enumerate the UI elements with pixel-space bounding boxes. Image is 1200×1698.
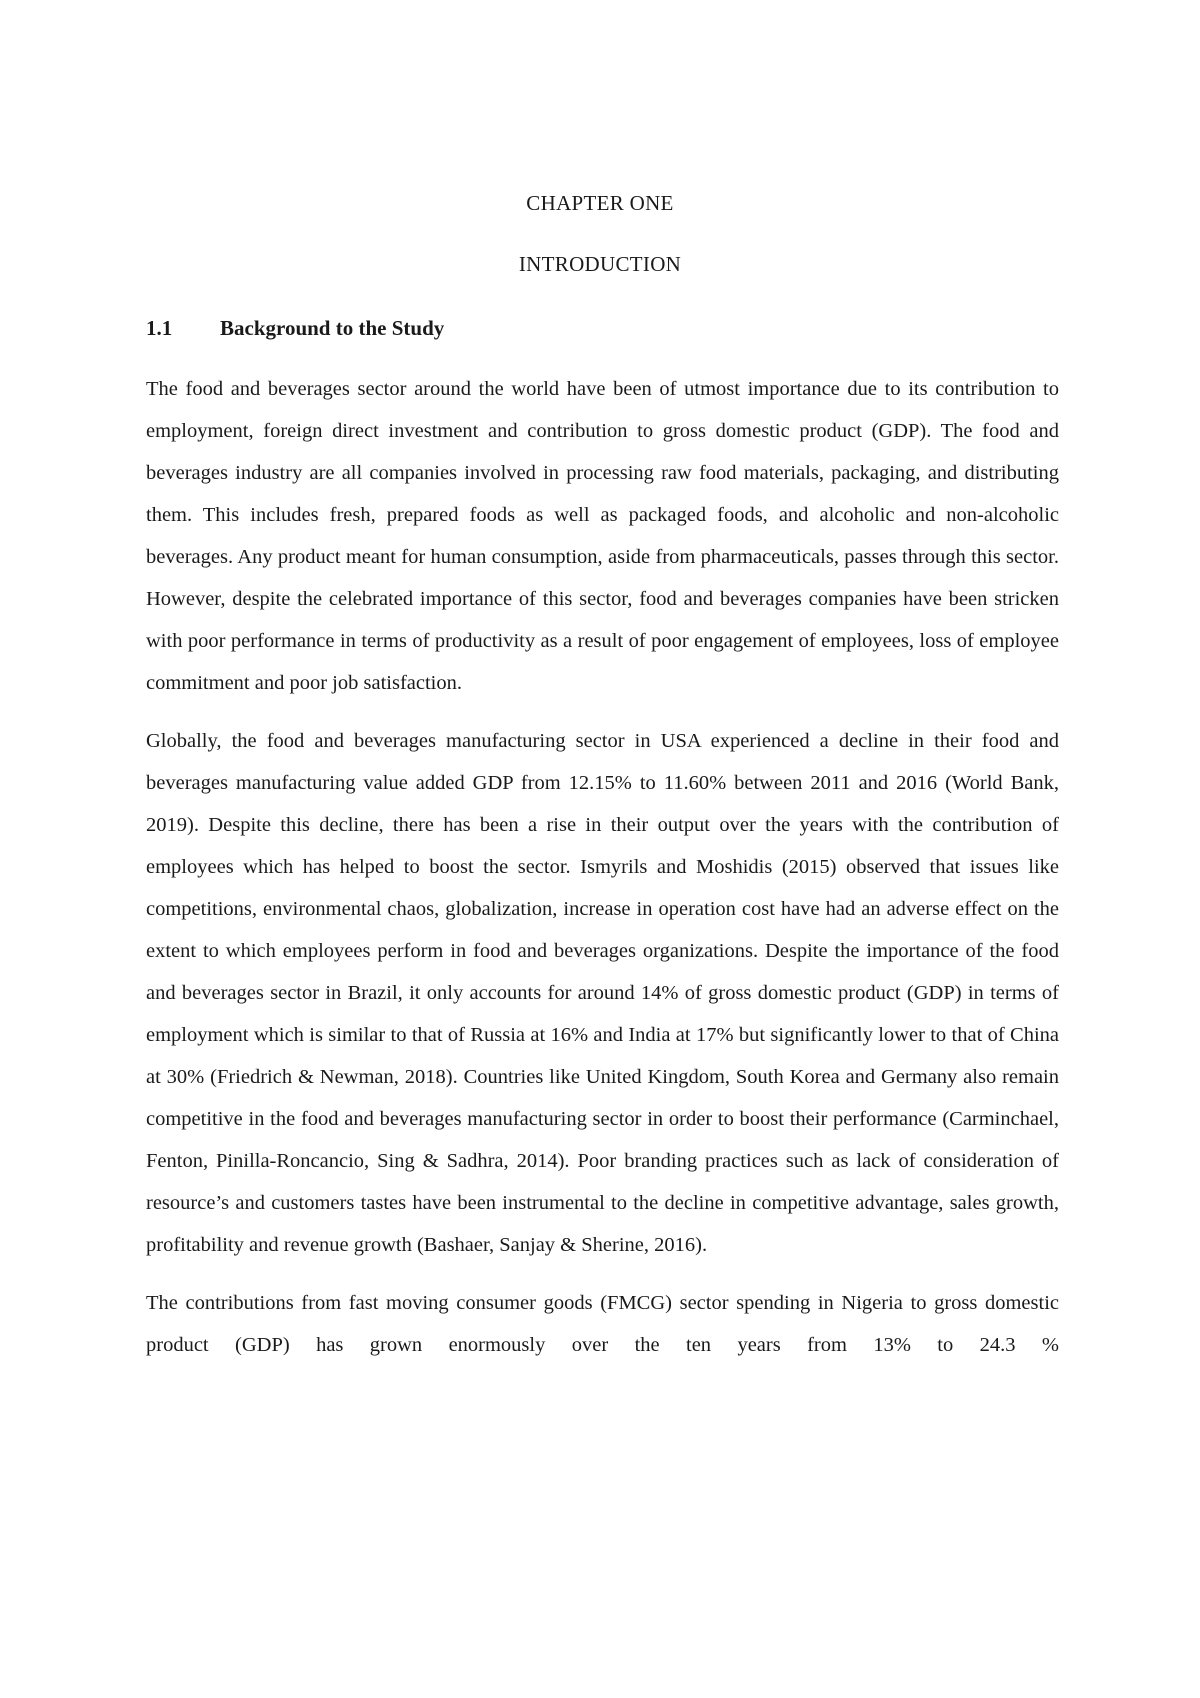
section-number: 1.1 (146, 316, 173, 340)
paragraph: Globally, the food and beverages manufacturing sector in USA experienced a decline in their food and beverages manufacturing value added GDP from 12.15% to 11.60% between 2011 and 2016 (World Bank, 2019). Despite this decline, there has been a rise in their output over the years with the contribution of employees which has helped to boost the sector. Ismyrils and Moshidis (2015) observed that issues like competitions, environmental chaos, globalization, increase in operation cost have had an adverse effect on the extent to which employees perform in food and beverages organizations. Despite the importance of the food and beverages sector in Brazil, it only accounts for around 14% of gross domestic product (GDP) in terms of employment which is similar to that of Russia at 16% and India at 17% but significantly lower to that of China at 30% (Friedrich & Newman, 2018). Countries like United Kingdom, South Korea and Germany also remain competitive in the food and beverages manufacturing sector in order to boost their performance (Carminchael, Fenton, Pinilla-Roncancio, Sing & Sadhra, 2014). Poor branding practices such as lack of consideration of resource’s and customers tastes have been instrumental to the decline in competitive advantage, sales growth, profitability and revenue growth (Bashaer, Sanjay & Sherine, 2016). (146, 730, 1059, 1256)
paragraph: The food and beverages sector around the world have been of utmost importance due to its contribution to employment, foreign direct investment and contribution to gross domestic product (GDP). The food and beverages industry are all companies involved in processing raw food materials, packaging, and distributing them. This includes fresh, prepared foods as well as packaged foods, and alcoholic and non-alcoholic beverages. Any product meant for human consumption, aside from pharmaceuticals, passes through this sector. However, despite the celebrated importance of this sector, food and beverages companies have been stricken with poor performance in terms of productivity as a result of poor engagement of employees, loss of employee commitment and poor job satisfaction. (146, 378, 1059, 694)
section-heading (146, 314, 444, 342)
section-title: Background to the Study (220, 316, 445, 340)
chapter-title: INTRODUCTION (518, 252, 682, 276)
body-text (146, 368, 1059, 1382)
chapter-label: CHAPTER ONE (526, 191, 674, 215)
paragraph: The contributions from fast moving consumer goods (FMCG) sector spending in Nigeria to gross domestic product (GDP) has grown enormously over the ten years from 13% to 24.3 % (146, 1292, 1059, 1356)
